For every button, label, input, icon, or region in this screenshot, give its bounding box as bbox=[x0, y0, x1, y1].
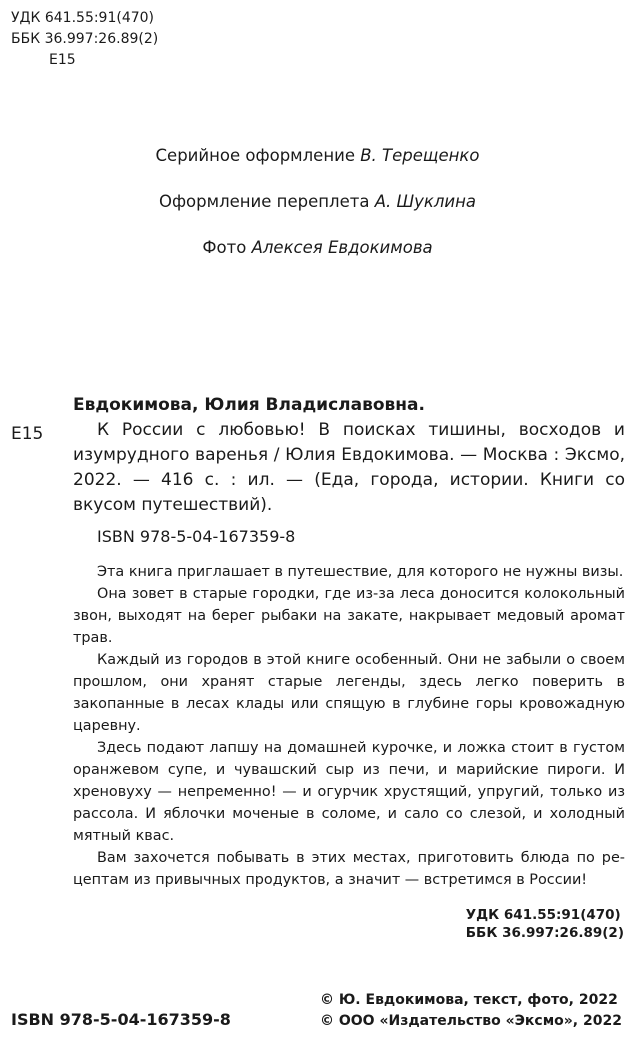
isbn: ISBN 978-5-04-167359-8 bbox=[97, 527, 296, 546]
annotation-paragraph: Здесь подают лапшу на домашней курочке, и ложка стоит в густом оранжевом супе, и чувашский сыр из печи, и марийские пироги. И хреновуху — непременно! — и огурчик хрустящий, упругий, только из рассола. И яблочки моченые в соломе, и сало со слезой, и холодный мятный квас. bbox=[73, 740, 625, 844]
author-mark: Е15 bbox=[49, 52, 76, 68]
classification-codes-top bbox=[11, 8, 158, 71]
udk-code: УДК 641.55:91(470) bbox=[11, 10, 155, 26]
annotation-paragraph: Каждый из городов в этой книге особенный. Они не забыли о своем прошлом, они хранят старые легенды, здесь легко поверить в закопанные в лесах клады или спящую в глубине горы кровожадную царевну. bbox=[73, 652, 625, 734]
credit-photo bbox=[0, 235, 635, 281]
annotation-paragraph: Она зовет в старые городки, где из-за леса доносится колокольный звон, выходят на берег рыбаки на закате, накрывает медовый аромат трав. bbox=[73, 586, 625, 646]
udk-code: УДК 641.55:91(470) bbox=[465, 907, 621, 923]
bbk-code: ББК 36.997:26.89(2) bbox=[11, 31, 159, 47]
author-heading: Евдокимова, Юлия Владиславовна. bbox=[73, 395, 425, 415]
credit-name: В. Терещенко bbox=[360, 146, 480, 165]
credit-name: Алексея Евдокимова bbox=[251, 238, 433, 257]
isbn-bottom: ISBN 978-5-04-167359-8 bbox=[11, 1010, 231, 1029]
credit-cover-design bbox=[0, 189, 635, 235]
copyright-line: © ООО «Издательство «Эксмо», 2022 bbox=[320, 1013, 622, 1029]
credits-block bbox=[0, 143, 635, 281]
copyright-line: © Ю. Евдокимова, текст, фото, 2022 bbox=[320, 992, 618, 1008]
copyright-block bbox=[320, 990, 622, 1032]
credit-role: Серийное оформление bbox=[155, 146, 355, 165]
credit-role: Фото bbox=[202, 238, 247, 257]
credit-role: Оформление переплета bbox=[158, 192, 370, 211]
credit-name: А. Шуклина bbox=[374, 192, 477, 211]
classification-codes-bottom bbox=[466, 906, 624, 942]
annotation-paragraph: Вам захочется побывать в этих местах, приготовить блюда по рецептам из привычных продуктов, а значит — встретимся в России! bbox=[73, 850, 625, 888]
annotation bbox=[73, 561, 625, 891]
side-author-mark: Е15 bbox=[11, 424, 44, 444]
annotation-paragraph: Эта книга приглашает в путешествие, для которого не нужны визы. bbox=[97, 564, 624, 580]
bbk-code: ББК 36.997:26.89(2) bbox=[465, 925, 624, 941]
credit-series-design bbox=[0, 143, 635, 189]
bibliographic-record: К России с любовью! В поисках тишины, восходов и изумрудного варенья / Юлия Евдокимова. — Москва : Эксмо, 2022. — 416 с. : ил. — (Еда, города, истории. Книги со вкусом путешествий). bbox=[73, 420, 625, 515]
